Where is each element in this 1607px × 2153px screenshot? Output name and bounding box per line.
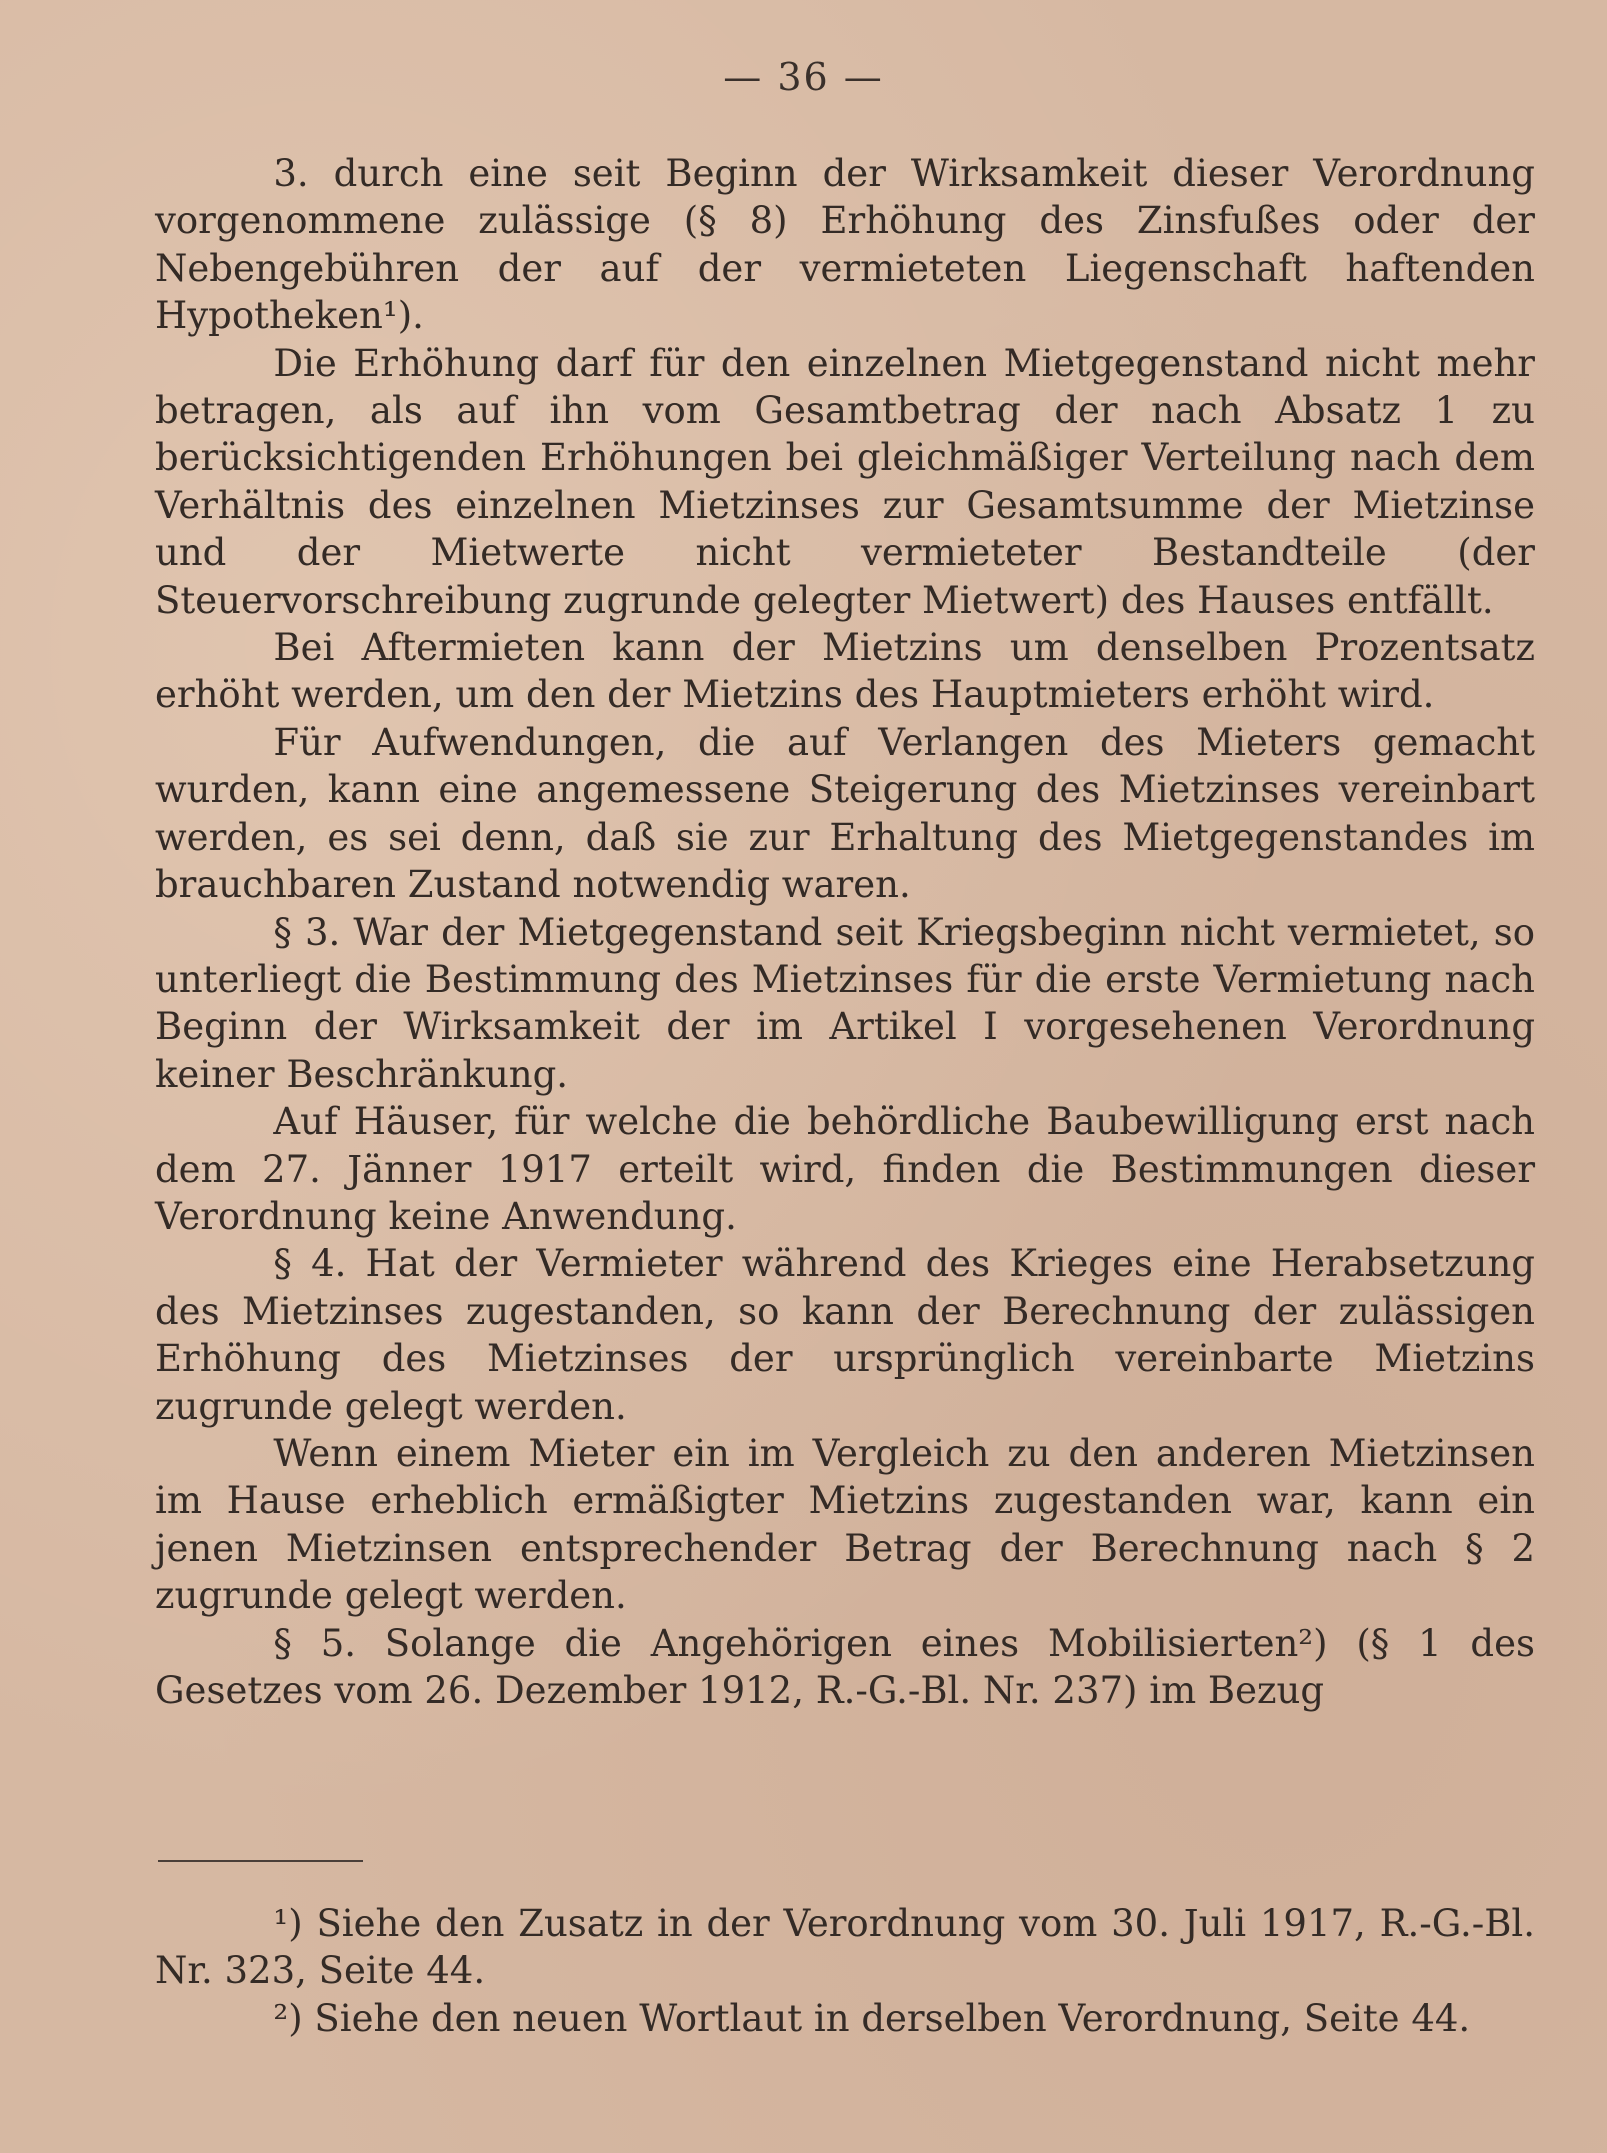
paragraph-6: Auf Häuser, für welche die behördliche Baubewilligung erst nach dem 27. Jänner 1917 erteilt wird, finden die Bestimmungen dieser Verordnung keine Anwendung. [155,1100,1535,1238]
footnote-divider [158,1860,363,1862]
main-text [155,150,1535,1714]
paragraph-8: Wenn einem Mieter ein im Vergleich zu den anderen Mietzinsen im Hause erheblich ermäßigter Mietzins zugestanden war, kann ein jenen Mietzinsen entsprechender Betrag der Berechnung nach § 2 zugrunde gelegt werden. [155,1431,1535,1618]
page-number: — 36 — [723,55,884,99]
footnotes [155,1900,1535,2042]
paragraph-9: § 5. Solange die Angehörigen eines Mobilisierten²) (§ 1 des Gesetzes vom 26. Dezember 1912, R.-G.-Bl. Nr. 237) im Bezug [155,1621,1535,1712]
paragraph-2: Die Erhöhung darf für den einzelnen Mietgegenstand nicht mehr betragen, als auf ihn vom Gesamtbetrag der nach Absatz 1 zu berücksichtigenden Erhöhungen bei gleichmäßiger Verteilung nach dem Verhältnis des einzelnen Mietzinses zur Gesamtsumme der Mietzinse und der Mietwerte nicht vermieteter Bestandteile (der Steuervorschreibung zugrunde gelegter Mietwert) des Hauses entfällt. [155,341,1535,622]
paragraph-1: 3. durch eine seit Beginn der Wirksamkeit dieser Verordnung vorgenommene zulässige (§ 8) Erhöhung des Zinsfußes oder der Nebengebühren der auf der vermieteten Liegenschaft haftenden Hypotheken¹). [155,152,1535,338]
footnote-2: ²) Siehe den neuen Wortlaut in derselben Verordnung, Seite 44. [273,1996,1471,2040]
paragraph-4: Für Aufwendungen, die auf Verlangen des Mieters gemacht wurden, kann eine angemessene Steigerung des Mietzinses vereinbart werden, es sei denn, daß sie zur Erhaltung des Mietgegenstandes im brauchbaren Zustand notwendig waren. [155,720,1535,907]
paragraph-7: § 4. Hat der Vermieter während des Krieges eine Herabsetzung des Mietzinses zugestanden, so kann der Berechnung der zulässigen Erhöhung des Mietzinses der ursprünglich vereinbarte Mietzins zugrunde gelegt werden. [155,1242,1535,1428]
paragraph-5: § 3. War der Mietgegenstand seit Kriegsbeginn nicht vermietet, so unterliegt die Bestimmung des Mietzinses für die erste Vermietung nach Beginn der Wirksamkeit der im Artikel I vorgesehenen Verordnung keiner Beschränkung. [155,910,1535,1096]
footnote-1: ¹) Siehe den Zusatz in der Verordnung vom 30. Juli 1917, R.-G.-Bl. Nr. 323, Seite 44. [155,1902,1535,1993]
paragraph-3: Bei Aftermieten kann der Mietzins um denselben Prozentsatz erhöht werden, um den der Mietzins des Hauptmieters erhöht wird. [155,626,1535,717]
